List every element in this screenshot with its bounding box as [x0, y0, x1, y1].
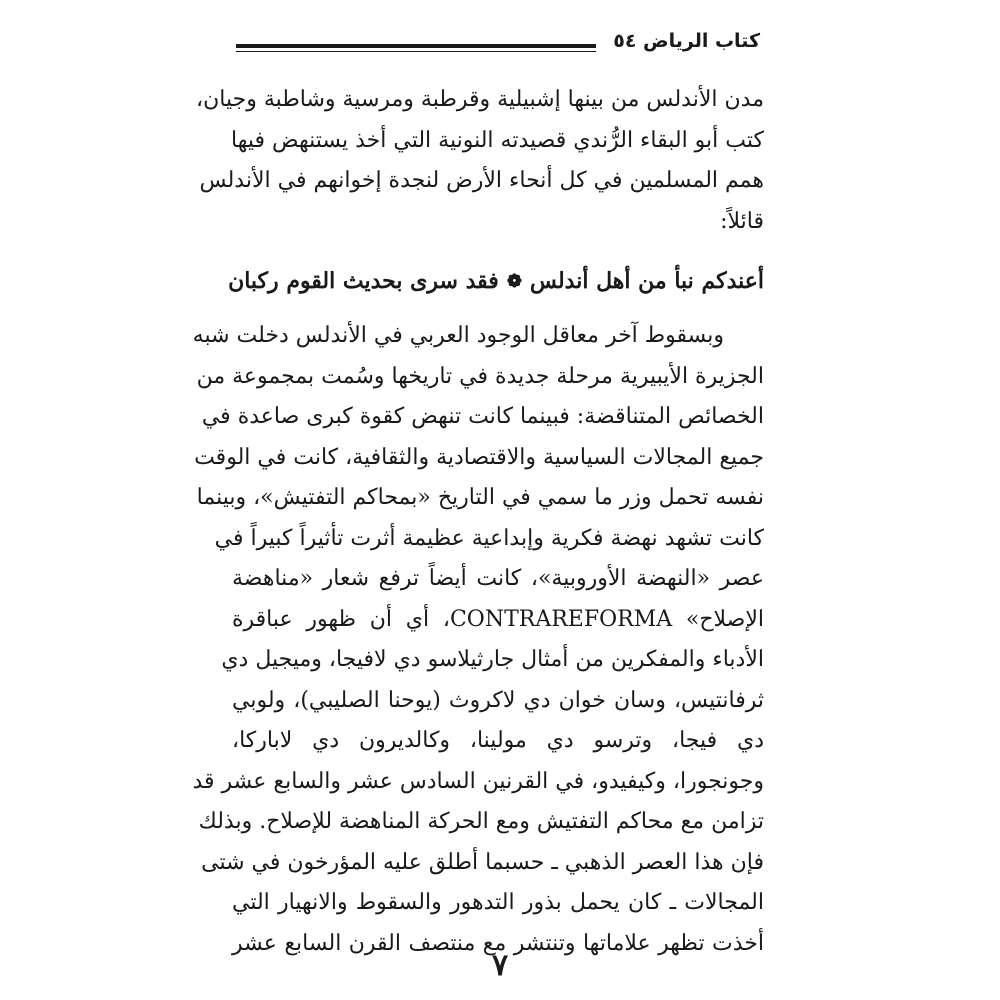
text-line: جميع المجالات السياسية والاقتصادية والثقافية، كانت في الوقت — [194, 444, 764, 470]
running-header-title: كتاب الرياض ٥٤ — [613, 30, 760, 52]
text-line: دي فيجا، وترسو دي مولينا، وكالديرون دي لاباركا، — [232, 728, 764, 753]
text-line: المجالات ـ كان يحمل بذور التدهور والسقوط والانهيار التي — [232, 890, 764, 915]
text-line: تزامن مع محاكم التفتيش ومع الحركة المناهضة للإصلاح. وبذلك — [198, 809, 764, 834]
text-line: كانت تشهد نهضة فكرية وإبداعية عظيمة أثرت تأثيراً كبيراً في — [214, 525, 764, 551]
page-body — [192, 80, 764, 964]
text-line: الجزيرة الأيبيرية مرحلة جديدة في تاريخها وسُمت بمجموعة من — [196, 363, 764, 389]
text-line: فإن هذا العصر الذهبي ـ حسبما أطلق عليه المؤرخون في شتى — [201, 849, 764, 875]
text-line: وبسقوط آخر معاقل الوجود العربي في الأندلس دخلت شبه — [192, 323, 724, 348]
text-line: وجونجورا، وكيفيدو، في القرنين السادس عشر والسابع عشر قد — [192, 768, 764, 794]
page-number: ٧ — [491, 948, 509, 983]
text-line: الخصائص المتناقضة: فبينما كانت تنهض كقوة كبرى صاعدة في — [201, 404, 764, 429]
text-line: ثرفانتيس، وسان خوان دي لاكروث (يوحنا الصليبي)، ولوبي — [232, 687, 764, 713]
text-line: همم المسلمين في كل أنحاء الأرض لنجدة إخوانهم في الأندلس — [199, 168, 764, 193]
text-line: الأدباء والمفكرين من أمثال جارثيلاسو دي لافيجا، وميجيل دي — [221, 647, 764, 672]
verse-second-hemistich: فقد سرى بحديث القوم ركبان — [228, 268, 499, 294]
text-line: نفسه تحمل وزر ما سمي في التاريخ «بمحاكم التفتيش»، وبينما — [196, 485, 764, 510]
text-line: كتب أبو البقاء الرُّندي قصيدته النونية التي أخذ يستنهض فيها — [231, 127, 764, 153]
header-rule — [236, 44, 596, 52]
text-line: عصر «النهضة الأوروبية»، كانت أيضاً ترفع شعار «مناهضة — [232, 566, 764, 591]
text-line: أخذت تظهر علاماتها وتنتشر مع منتصف القرن السابع عشر — [232, 930, 764, 956]
verse-separator-icon: ❁ — [506, 270, 522, 292]
paragraph-1 — [196, 80, 764, 242]
text-line: قائلاً: — [720, 208, 764, 234]
paragraph-2 — [192, 316, 764, 964]
text-line: مدن الأندلس من بينها إشبيلية وقرطبة ومرسية وشاطبة وجيان، — [196, 87, 764, 112]
verse-first-hemistich: أعندكم نبأ من أهل أندلس — [529, 268, 764, 294]
text-line: الإصلاح» CONTRAREFORMA، أي أن ظهور عباقرة — [232, 606, 764, 632]
poem-verse — [228, 242, 764, 316]
